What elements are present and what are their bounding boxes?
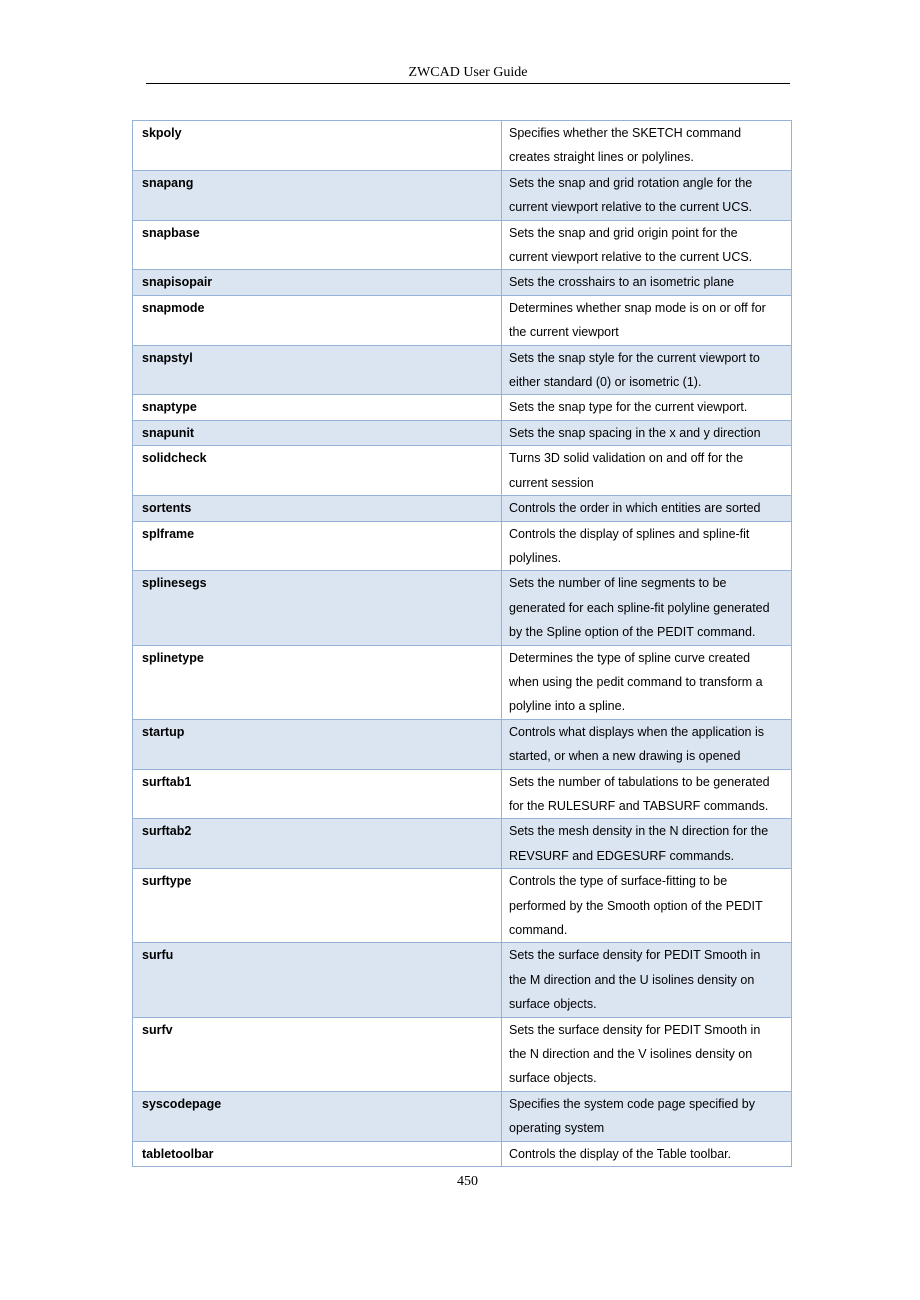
- variable-name-cell: splframe: [133, 521, 502, 571]
- variable-name-cell: surftype: [133, 869, 502, 943]
- variable-name-cell: snapstyl: [133, 345, 502, 395]
- description-line: Turns 3D solid validation on and off for the: [509, 451, 744, 466]
- variable-name-cell: splinesegs: [133, 571, 502, 645]
- variable-name-cell: snaptype: [133, 395, 502, 420]
- table-body: [133, 121, 792, 1167]
- description-line: by the Spline option of the PEDIT command.: [509, 625, 756, 640]
- variable-name-cell: surftab1: [133, 769, 502, 819]
- description-line: Controls the display of splines and spline-fit: [509, 526, 750, 541]
- description-line: Sets the number of line segments to be: [509, 576, 727, 591]
- variable-description-cell: [502, 395, 792, 420]
- table-row: [133, 170, 792, 220]
- description-line: Controls what displays when the application is: [509, 724, 764, 739]
- description-line: Controls the order in which entities are sorted: [509, 501, 761, 516]
- variable-name-cell: surfu: [133, 943, 502, 1017]
- description-line: Sets the snap type for the current viewport.: [509, 400, 748, 415]
- table-row: [133, 446, 792, 496]
- variable-name-cell: tabletoolbar: [133, 1141, 502, 1166]
- variable-description-cell: [502, 1091, 792, 1141]
- description-line: Determines whether snap mode is on or off for: [509, 300, 766, 315]
- description-line: command.: [509, 923, 568, 937]
- variable-name-cell: startup: [133, 719, 502, 769]
- description-line: Sets the snap style for the current viewport to: [509, 350, 760, 365]
- table-row: [133, 1091, 792, 1141]
- table-row: [133, 769, 792, 819]
- description-line: Sets the snap and grid origin point for the: [509, 225, 738, 240]
- description-line: Controls the display of the Table toolbar.: [509, 1146, 732, 1161]
- variable-name-cell: splinetype: [133, 645, 502, 719]
- table-row: [133, 270, 792, 295]
- table-row: [133, 571, 792, 645]
- variable-name-cell: snapbase: [133, 220, 502, 270]
- variable-description-cell: [502, 420, 792, 445]
- table-row: [133, 645, 792, 719]
- description-line: for the RULESURF and TABSURF commands.: [509, 798, 769, 813]
- table-row: [133, 345, 792, 395]
- description-line: current viewport relative to the current UCS.: [509, 200, 753, 215]
- table-row: [133, 395, 792, 420]
- variable-name-cell: solidcheck: [133, 446, 502, 496]
- description-line: Specifies the system code page specified by: [509, 1096, 755, 1111]
- description-line: REVSURF and EDGESURF commands.: [509, 848, 735, 863]
- description-line: Sets the snap and grid rotation angle for the: [509, 175, 753, 190]
- description-line: Determines the type of spline curve created: [509, 650, 751, 665]
- description-line: polylines.: [509, 550, 562, 565]
- description-line: surface objects.: [509, 1071, 597, 1086]
- variable-name-cell: snapunit: [133, 420, 502, 445]
- variable-description-cell: [502, 769, 792, 819]
- description-line: Sets the crosshairs to an isometric plane: [509, 275, 735, 290]
- variable-description-cell: [502, 121, 792, 171]
- table-row: [133, 521, 792, 571]
- description-line: Sets the snap spacing in the x and y direction: [509, 425, 761, 440]
- variable-name-cell: snapang: [133, 170, 502, 220]
- variable-description-cell: [502, 943, 792, 1017]
- table-row: [133, 869, 792, 943]
- variable-name-cell: skpoly: [133, 121, 502, 171]
- variable-name-cell: syscodepage: [133, 1091, 502, 1141]
- variable-description-cell: [502, 719, 792, 769]
- description-line: Sets the number of tabulations to be generated: [509, 774, 770, 789]
- table-row: [133, 121, 792, 171]
- table-row: [133, 420, 792, 445]
- description-line: Sets the surface density for PEDIT Smooth in: [509, 948, 761, 963]
- description-line: when using the pedit command to transform a: [509, 674, 763, 689]
- description-line: Sets the mesh density in the N direction for the: [509, 824, 769, 839]
- variable-name-cell: sortents: [133, 496, 502, 521]
- variable-description-cell: [502, 170, 792, 220]
- variable-description-cell: [502, 220, 792, 270]
- description-line: performed by the Smooth option of the PEDIT: [509, 898, 763, 913]
- table-row: [133, 295, 792, 345]
- system-variables-table: [132, 120, 792, 1167]
- description-line: generated for each spline-fit polyline generated: [509, 600, 770, 615]
- variable-description-cell: [502, 571, 792, 645]
- variable-description-cell: [502, 1017, 792, 1091]
- variable-description-cell: [502, 345, 792, 395]
- table-row: [133, 1141, 792, 1166]
- variable-description-cell: [502, 869, 792, 943]
- variable-description-cell: [502, 1141, 792, 1166]
- description-line: either standard (0) or isometric (1).: [509, 375, 702, 390]
- variable-description-cell: [502, 270, 792, 295]
- variable-description-cell: [502, 496, 792, 521]
- table-row: [133, 1017, 792, 1091]
- description-line: the N direction and the V isolines density on: [509, 1047, 753, 1062]
- description-line: the current viewport: [509, 325, 619, 340]
- description-line: the M direction and the U isolines density on: [509, 972, 755, 987]
- variable-description-cell: [502, 819, 792, 869]
- table-row: [133, 719, 792, 769]
- description-line: surface objects.: [509, 997, 597, 1012]
- description-line: Controls the type of surface-fitting to be: [509, 874, 728, 889]
- description-line: Sets the surface density for PEDIT Smooth in: [509, 1022, 761, 1037]
- variable-name-cell: surftab2: [133, 819, 502, 869]
- description-line: creates straight lines or polylines.: [509, 150, 694, 165]
- table-row: [133, 220, 792, 270]
- variable-description-cell: [502, 446, 792, 496]
- variable-name-cell: surfv: [133, 1017, 502, 1091]
- variable-description-cell: [502, 295, 792, 345]
- variable-name-cell: snapisopair: [133, 270, 502, 295]
- page-header: ZWCAD User Guide: [146, 64, 790, 84]
- description-line: current session: [509, 475, 594, 490]
- variable-description-cell: [502, 521, 792, 571]
- description-line: started, or when a new drawing is opened: [509, 749, 741, 764]
- table-row: [133, 819, 792, 869]
- variable-description-cell: [502, 645, 792, 719]
- variable-name-cell: snapmode: [133, 295, 502, 345]
- page-number: 450: [457, 1174, 478, 1189]
- table-row: [133, 943, 792, 1017]
- description-line: operating system: [509, 1121, 605, 1136]
- table-row: [133, 496, 792, 521]
- description-line: current viewport relative to the current UCS.: [509, 250, 753, 265]
- description-line: Specifies whether the SKETCH command: [509, 126, 742, 140]
- description-line: polyline into a spline.: [509, 699, 626, 714]
